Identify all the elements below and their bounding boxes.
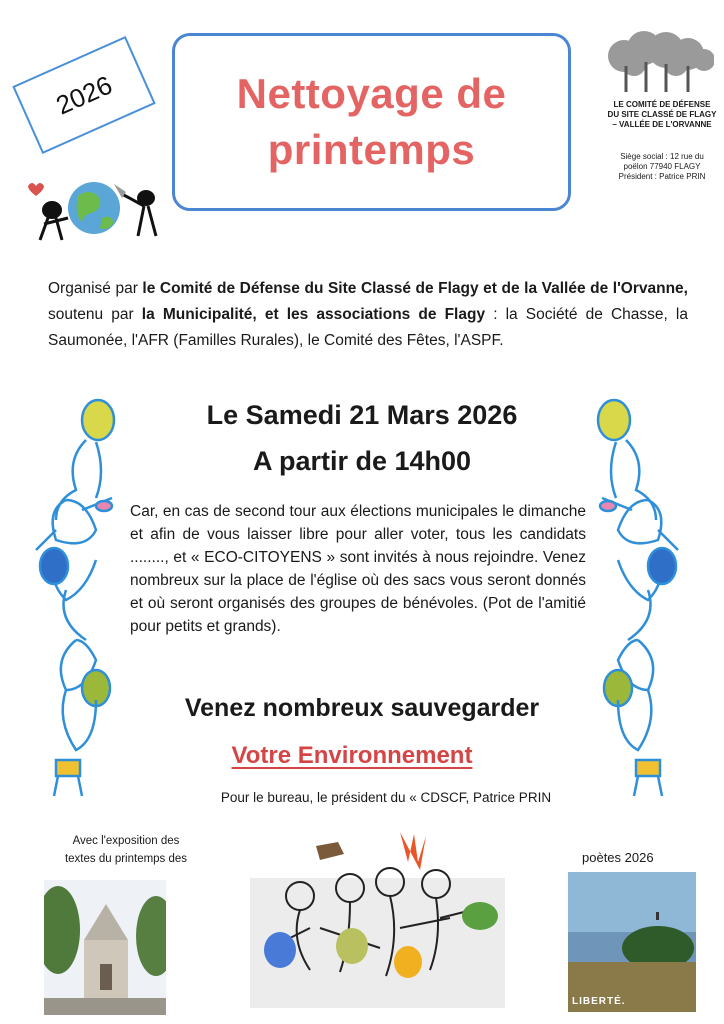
left-totem-drawing (26, 390, 126, 800)
intro-paragraph (48, 276, 688, 354)
church-photo (44, 880, 166, 1015)
exposition-note (36, 832, 216, 868)
liberte-photo (568, 872, 696, 1012)
exposition-line-1: Avec l'exposition des (72, 835, 180, 847)
right-totem-drawing (592, 390, 702, 800)
signature: Pour le bureau, le président du « CDSCF, Patrice PRIN (220, 790, 552, 805)
body-paragraph: Car, en cas de second tour aux élections municipales le dimanche et afin de vous laisser libre pour aller voter, tous les candidats ........, et « ECO-CITOYENS » sont invités à nous rejoindre. Venez nombreux sur la place de l'église où des sacs vous seront donnés et où seront organisés des groupes de bénévoles. (Pot de l'amitié pour petits et grands). (130, 503, 586, 635)
environment-text: Votre Environnement (231, 742, 473, 769)
address-line-2: poëlon 77940 FLAGY (623, 162, 701, 171)
title-box (172, 33, 571, 211)
trees-logo (604, 30, 714, 96)
intro-bold-2: la Municipalité, et les associations de Flagy (141, 306, 486, 323)
committee-name-line-3: – VALLÉE DE L'ORVANNE (612, 120, 712, 129)
title-line-2: printemps (267, 126, 476, 173)
intro-text-1: Organisé par (48, 280, 143, 297)
committee-name-line-1: LE COMITÉ DE DÉFENSE (613, 100, 711, 109)
title-line-1: Nettoyage de (236, 70, 507, 117)
intro-bold-1: le Comité de Défense du Site Classé de Flagy et de la Vallée de l'Orvanne, (142, 280, 688, 297)
globe-cleaning-illustration (22, 168, 172, 248)
exposition-line-2: textes du printemps des (64, 853, 188, 865)
intro-text-3: : la Société de Chasse, la Saumonée, l'AFR (Familles Rurales), le Comité des Fêtes, l'ASPF. (48, 306, 688, 349)
volunteers-drawing (240, 828, 515, 1018)
year-ticket-text: 2026 (51, 69, 117, 121)
event-time: A partir de 14h00 (252, 446, 472, 476)
committee-address (600, 152, 724, 182)
poets-label: poètes 2026 (582, 850, 654, 865)
intro-text-2: soutenu par (48, 306, 142, 323)
president-line: Président : Patrice PRIN (618, 172, 706, 181)
committee-name (600, 100, 724, 130)
year-ticket (12, 36, 155, 154)
event-date: Le Samedi 21 Mars 2026 (206, 400, 518, 430)
call-to-action: Venez nombreux sauvegarder (184, 694, 540, 722)
environment-heading (100, 742, 604, 770)
address-line-1: Siège social : 12 rue du (620, 152, 704, 161)
committee-name-line-2: DU SITE CLASSÉ DE FLAGY (607, 110, 717, 119)
photo-caption: LIBERTÉ. (572, 996, 626, 1007)
